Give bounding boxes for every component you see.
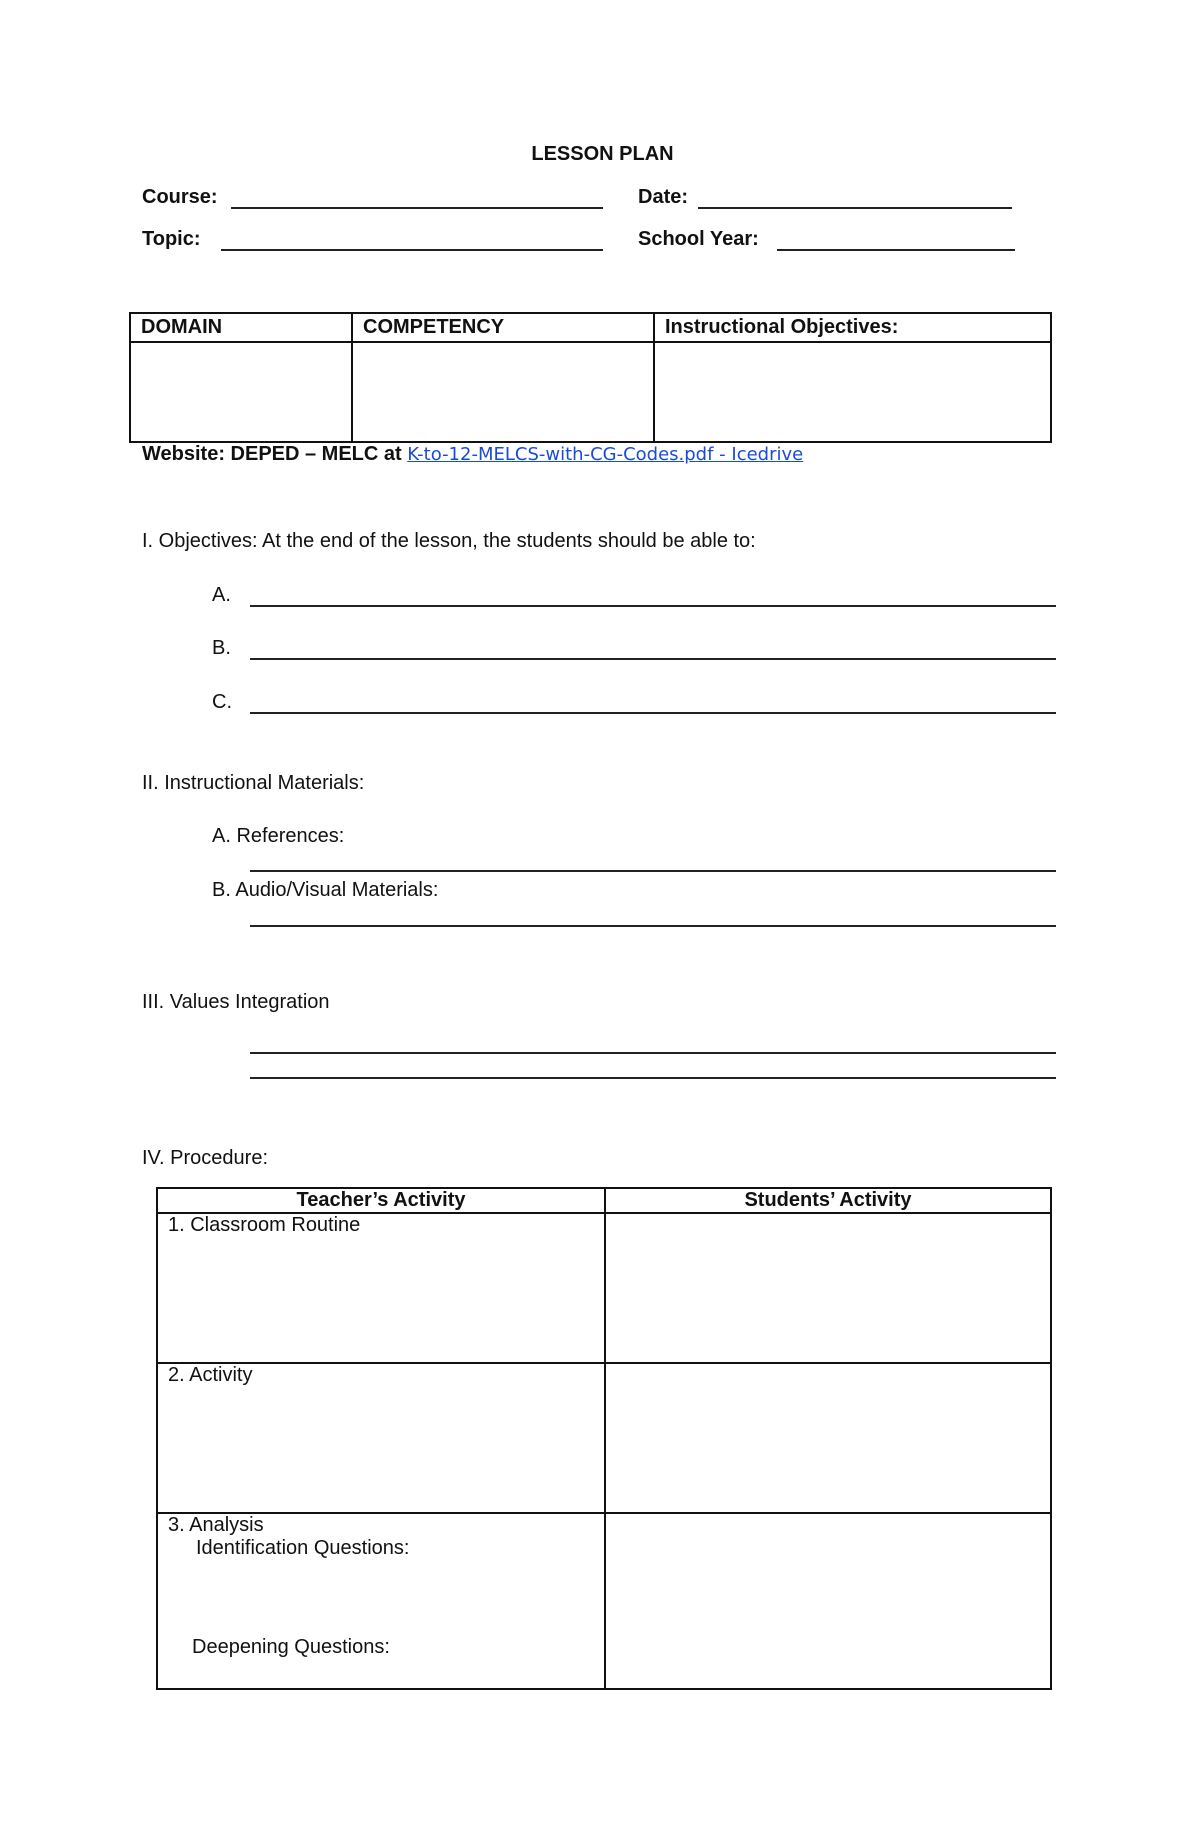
objectives-header: Instructional Objectives: [654,313,1051,342]
course-field[interactable] [231,207,603,209]
analysis-cell[interactable] [157,1513,605,1689]
classroom-routine-label: 1. Classroom Routine [168,1214,361,1236]
course-label: Course: [142,186,218,208]
school-year-label: School Year: [638,228,759,250]
melc-link[interactable]: K-to-12-MELCS-with-CG-Codes.pdf - Icedrive [407,444,804,465]
classroom-routine-cell[interactable] [157,1213,605,1363]
competency-header: COMPETENCY [352,313,654,342]
teacher-activity-header: Teacher’s Activity [157,1188,605,1213]
objectives-heading: I. Objectives: At the end of the lesson, the students should be able to: [142,530,756,552]
procedure-heading: IV. Procedure: [142,1147,269,1169]
domain-cell[interactable] [130,342,352,442]
competency-cell[interactable] [352,342,654,442]
objective-a-label: A. [212,584,231,606]
objective-b-label: B. [212,637,231,659]
activity-students-cell[interactable] [605,1363,1051,1513]
analysis-label: 3. Analysis [168,1514,264,1536]
website-label: Website: DEPED – MELC at [142,443,402,465]
values-field-2[interactable] [250,1077,1056,1079]
activity-label: 2. Activity [168,1364,253,1386]
deepening-questions-label: Deepening Questions: [192,1636,390,1658]
objectives-cell[interactable] [654,342,1051,442]
values-field-1[interactable] [250,1052,1056,1054]
domain-header: DOMAIN [130,313,352,342]
activity-cell[interactable] [157,1363,605,1513]
materials-heading: II. Instructional Materials: [142,772,365,794]
topic-label: Topic: [142,228,201,250]
page-title: LESSON PLAN [531,143,674,165]
competency-table [129,312,1052,443]
objective-b-field[interactable] [250,658,1056,660]
students-activity-header: Students’ Activity [605,1188,1051,1213]
audio-visual-field[interactable] [250,925,1056,927]
objective-c-field[interactable] [250,712,1056,714]
references-field[interactable] [250,870,1056,872]
identification-questions-label: Identification Questions: [196,1537,410,1559]
school-year-field[interactable] [777,249,1015,251]
date-field[interactable] [698,207,1012,209]
references-label: A. References: [212,825,345,847]
values-heading: III. Values Integration [142,991,330,1013]
topic-field[interactable] [221,249,603,251]
date-label: Date: [638,186,689,208]
analysis-students-cell[interactable] [605,1513,1051,1689]
website-line [142,443,803,466]
objective-a-field[interactable] [250,605,1056,607]
classroom-routine-students-cell[interactable] [605,1213,1051,1363]
objective-c-label: C. [212,691,232,713]
procedure-table [156,1187,1052,1690]
audio-visual-label: B. Audio/Visual Materials: [212,879,439,901]
